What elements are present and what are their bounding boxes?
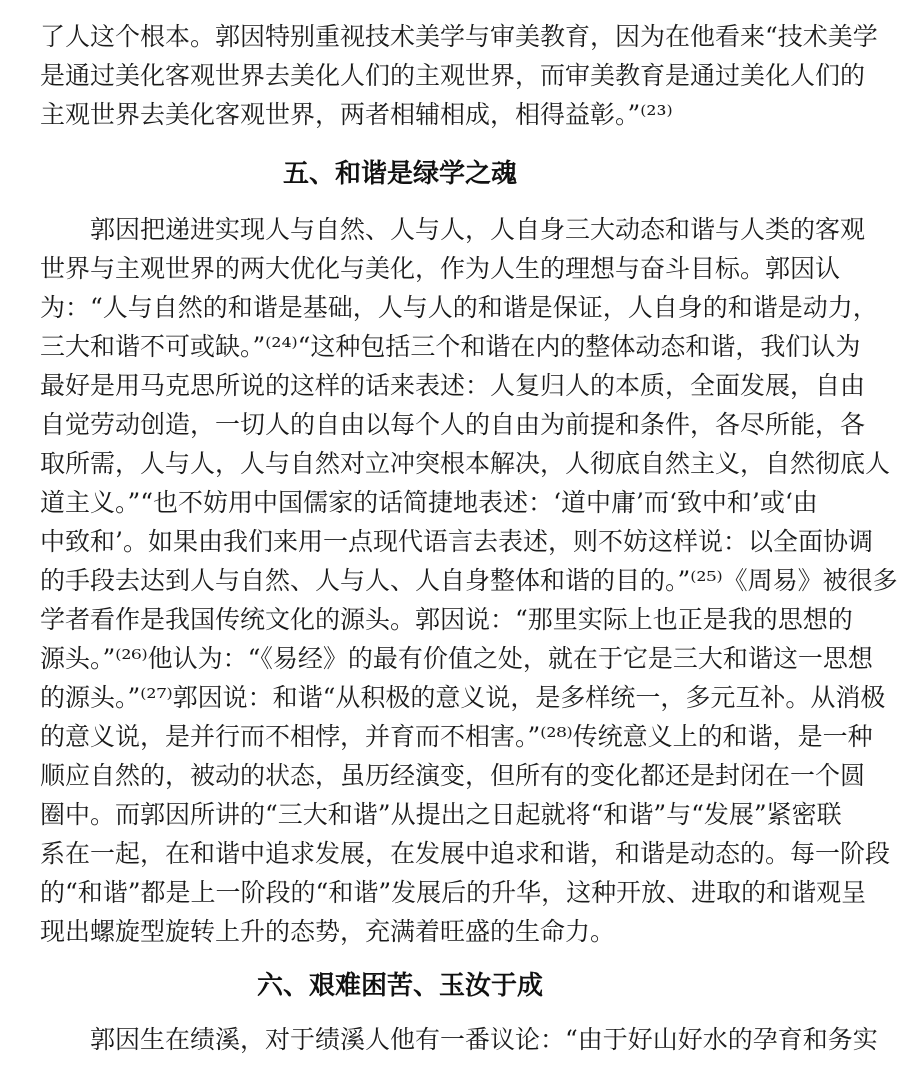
paragraph-line: 源头。”⁽²⁶⁾他认为：“《易经》的最有价值之处，就在于它是三大和谐这一思想 bbox=[40, 644, 873, 673]
section-heading-6: 六、艰难困苦、玉汝于成 bbox=[256, 971, 543, 1001]
paragraph-line: 是通过美化客观世界去美化人们的主观世界，而审美教育是通过美化人们的 bbox=[40, 61, 866, 90]
paragraph-line: 郭因把递进实现人与自然、人与人，人自身三大动态和谐与人类的客观 bbox=[90, 215, 866, 244]
paragraph-line: 中致和’。如果由我们来用一点现代语言去表述，则不妨这样说：以全面协调 bbox=[40, 527, 873, 556]
paragraph-line: 取所需，人与人，人与自然对立冲突根本解决，人彻底自然主义，自然彻底人 bbox=[40, 449, 891, 478]
paragraph-line: 学者看作是我国传统文化的源头。郭因说：“那里实际上也正是我的思想的 bbox=[40, 605, 853, 634]
paragraph-line: 的源头。”⁽²⁷⁾郭因说：和谐“从积极的意义说，是多样统一，多元互补。从消极 bbox=[40, 683, 886, 712]
paragraph-line: 系在一起，在和谐中追求发展，在发展中追求和谐，和谐是动态的。每一阶段 bbox=[40, 839, 891, 868]
paragraph-line: 了人这个根本。郭因特别重视技术美学与审美教育，因为在他看来“技术美学 bbox=[40, 22, 878, 51]
paragraph-line: 主观世界去美化客观世界，两者相辅相成，相得益彰。”⁽²³⁾ bbox=[40, 100, 673, 129]
paragraph-line: 最好是用马克思所说的这样的话来表述：人复归人的本质，全面发展，自由 bbox=[40, 371, 866, 400]
paragraph-line: 圈中。而郭因所讲的“三大和谐”从提出之日起就将“和谐”与“发展”紧密联 bbox=[40, 800, 842, 829]
paragraph-line: 顺应自然的，被动的状态，虽历经演变，但所有的变化都还是封闭在一个圆 bbox=[40, 761, 866, 790]
paragraph-line: 世界与主观世界的两大优化与美化，作为人生的理想与奋斗目标。郭因认 bbox=[40, 254, 841, 283]
paragraph-line: 郭因生在绩溪，对于绩溪人他有一番议论：“由于好山好水的孕育和务实 bbox=[90, 1025, 878, 1054]
paragraph-line: 为：“人与自然的和谐是基础，人与人的和谐是保证，人自身的和谐是动力， bbox=[40, 293, 878, 322]
paragraph-line: 道主义。”“也不妨用中国儒家的话简捷地表述：‘道中庸’而‘致中和’或‘由 bbox=[40, 488, 818, 517]
paragraph-line: 自觉劳动创造，一切人的自由以每个人的自由为前提和条件，各尽所能，各 bbox=[40, 410, 866, 439]
paragraph-line: 的手段去达到人与自然、人与人、人自身整体和谐的目的。”⁽²⁵⁾《周易》被很多 bbox=[40, 566, 898, 595]
section-heading-5: 五、和谐是绿学之魂 bbox=[282, 159, 517, 189]
paragraph-line: 现出螺旋型旋转上升的态势，充满着旺盛的生命力。 bbox=[40, 917, 616, 946]
paragraph-line: 的“和谐”都是上一阶段的“和谐”发展后的升华，这种开放、进取的和谐观呈 bbox=[40, 878, 867, 907]
paragraph-line: 的意义说，是并行而不相悖，并育而不相害。”⁽²⁸⁾传统意义上的和谐，是一种 bbox=[40, 722, 873, 751]
paragraph-line: 三大和谐不可或缺。”⁽²⁴⁾“这种包括三个和谐在内的整体动态和谐，我们认为 bbox=[40, 332, 861, 361]
